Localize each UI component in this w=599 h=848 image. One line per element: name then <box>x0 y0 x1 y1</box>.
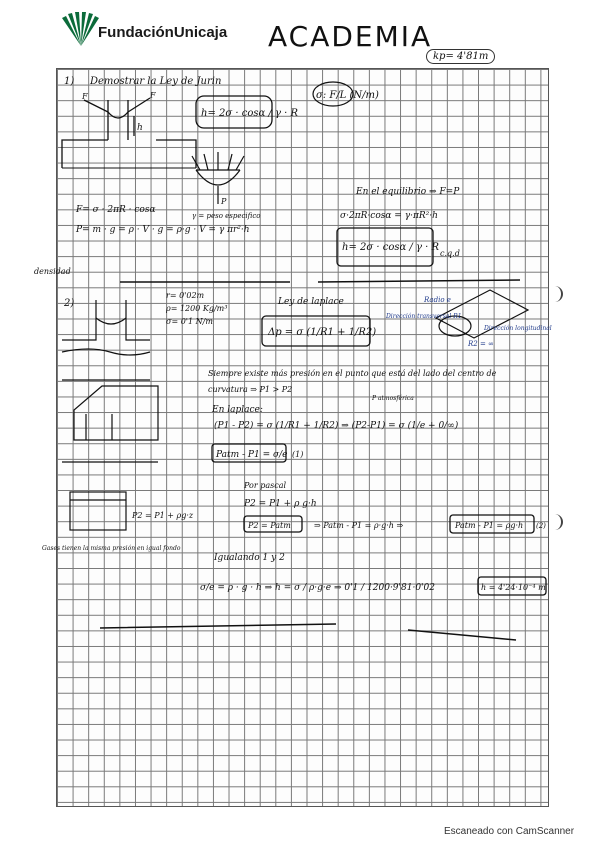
laplace-label: En laplace: <box>212 405 263 415</box>
data-r: r= 0'02m <box>166 291 205 300</box>
svg-text:F: F <box>150 91 156 100</box>
pressure-text-2: curvatura ⇒ P1 > P2 <box>208 385 293 394</box>
dir-transversal-label: Dirección transversal R1 <box>386 313 462 320</box>
tank-sketch <box>62 386 158 462</box>
data-sigma: σ= 0'1 N/m <box>166 317 213 326</box>
svg-text:h: h <box>137 123 143 133</box>
section-divider-2 <box>100 624 516 640</box>
brand-name: FundaciónUnicaja <box>98 24 228 41</box>
meniscus-force-sketch <box>192 152 244 204</box>
patm-label: P atmosférica <box>372 395 414 402</box>
kp-value: kp= 4'81m <box>426 49 495 64</box>
eq2-boxed: Patm - P1 = ρg·h <box>455 521 524 530</box>
laplace-law-label: Ley de laplace <box>278 297 344 307</box>
data-rho: ρ= 1200 Kg/m³ <box>166 304 228 313</box>
side-eq: P2 = P1 + ρg·z <box>132 511 194 520</box>
plates-sketch <box>62 300 150 380</box>
density-label: densidad <box>34 267 71 276</box>
problem1-number: 1) <box>64 76 75 87</box>
specific-weight-label: γ = peso especifico <box>192 212 261 220</box>
p2-patm: P2 = Patm <box>248 521 291 530</box>
page-title: ACADEMIA <box>268 20 433 53</box>
equilibrium-label: En el equilibrio ⇒ F=P <box>356 187 460 197</box>
sigma-units: σ: F/L (N/m) <box>316 90 379 101</box>
problem1-statement: Demostrar la Ley de Jurin <box>90 76 222 87</box>
laplace-formula: Δp = σ (1/R1 + 1/R2) <box>268 327 377 338</box>
eq1-tag: (1) <box>292 450 304 459</box>
eq2-mid: ⇒ Patm - P1 = ρ·g·h ⇒ <box>314 521 404 530</box>
problem2-number: 2) <box>64 298 75 309</box>
section-divider <box>120 280 520 282</box>
r2-label: R2 = ∞ <box>468 340 494 348</box>
result1: h= 2σ · cosα / γ · R <box>342 242 439 253</box>
jurin-formula: h= 2σ · cosα / γ · R <box>201 108 298 119</box>
container-sketch <box>70 492 126 530</box>
capillary-tube-sketch <box>62 98 196 168</box>
side-note: Gases tienen la misma presión en igual fondo <box>42 545 181 552</box>
cqd-label: c.q.d <box>440 249 460 258</box>
scanner-footer: Escaneado con CamScanner <box>444 826 575 837</box>
eq-force: F= σ · 2πR · cosα <box>76 205 156 215</box>
svg-text:F: F <box>82 92 88 101</box>
svg-text:P: P <box>221 197 227 206</box>
final-result: h = 4'24·10⁻⁴ m <box>481 583 546 592</box>
radius-label: Radio e <box>424 296 451 304</box>
eq2-tag: (2) <box>536 522 546 530</box>
pressure-text-1: Siempre existe más presión en el punto que está del lado del centro de <box>208 369 497 378</box>
laplace-eq: (P1 - P2) = σ (1/R1 + 1/R2) ⇒ (P2-P1) = σ (1/e + 0/∞) <box>214 421 459 431</box>
pascal-label: Por pascal <box>244 481 287 490</box>
pascal-eq: P2 = P1 + ρ g·h <box>244 499 317 509</box>
dir-longitudinal-label: Dirección longitudinal <box>484 325 552 332</box>
equating-label: Igualando 1 y 2 <box>214 553 285 563</box>
equilibrium-eq: σ·2πR·cosα = γ·πR²·h <box>340 211 438 221</box>
eq1-boxed: Patm - P1 = σ/e <box>216 450 288 460</box>
final-eq: σ/e = ρ · g · h ⇒ h = σ / ρ·g·e ⇒ 0'1 / 1200·9'81·0'02 <box>200 583 435 593</box>
eq-weight: P= m · g = ρ · V · g = ρ·g · V = γ πr²·h <box>76 225 250 235</box>
